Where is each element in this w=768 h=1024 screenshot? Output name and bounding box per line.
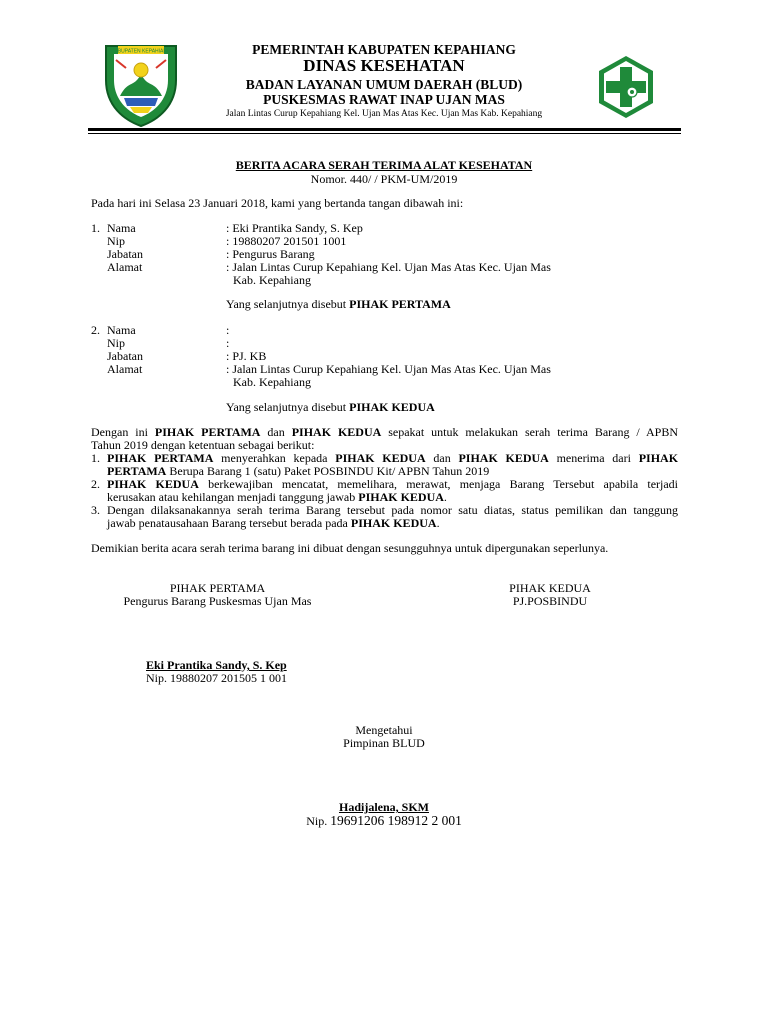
- agreement-text: Dengan ini: [91, 425, 148, 439]
- party2-label-jabatan: Jabatan: [107, 349, 143, 363]
- clause-bold: PIHAK PERTAMA: [107, 451, 214, 465]
- header-rule-thick: [88, 128, 681, 131]
- party1-value-nama: : Eki Prantika Sandy, S. Kep: [226, 221, 363, 235]
- clause2-number: 2.: [91, 477, 100, 491]
- sig-left-nip: Nip. 19880207 201505 1 001: [146, 671, 287, 685]
- party1-value-alamat-cont: Kab. Kepahiang: [233, 273, 311, 287]
- closing-statement: Demikian berita acara serah terima barang ini dibuat dengan sesungguhnya untuk dipergunakan seperlunya.: [91, 541, 609, 555]
- logo-ribbon-text: KABUPATEN KEPAHIANG: [111, 48, 171, 55]
- party2-referred-text: Yang selanjutnya disebut: [226, 400, 347, 414]
- clause-text: .: [436, 516, 440, 530]
- sig-left-title: PIHAK PERTAMA: [169, 581, 266, 595]
- document-number: Nomor. 440/ / PKM-UM/2019: [310, 172, 458, 186]
- agreement-text: sepakat untuk melakukan serah terima Barang / APBN: [388, 425, 679, 439]
- clause-text: Berupa Barang 1 (satu) Paket POSBINDU Kit/ APBN Tahun 2019: [169, 464, 490, 478]
- party1-label-alamat: Alamat: [107, 260, 143, 274]
- clause-text: kerusakan atau kehilangan menjadi tanggung jawab: [107, 490, 356, 504]
- agreement-bold: PIHAK PERTAMA: [154, 425, 261, 439]
- party1-referred-bold: PIHAK PERTAMA: [349, 297, 451, 311]
- clause-text: jawab penatausahaan Barang tersebut berada pada: [107, 516, 348, 530]
- sig-head-nip-number: 19691206 198912 2 001: [330, 813, 462, 828]
- header-puskesmas: PUSKESMAS RAWAT INAP UJAN MAS: [263, 92, 505, 107]
- party2-referred-bold: PIHAK KEDUA: [349, 400, 435, 414]
- sig-right-role: PJ.POSBINDU: [512, 594, 588, 608]
- sig-know: Mengetahui: [355, 723, 413, 737]
- clause-bold: PIHAK KEDUA: [335, 451, 426, 465]
- agreement-text: dan: [267, 425, 285, 439]
- clause-bold: PIHAK: [638, 451, 679, 465]
- agreement-line2: Tahun 2019 dengan ketentuan sebagai berikut:: [91, 438, 315, 452]
- party2-label-nip: Nip: [107, 336, 125, 350]
- clause-text: berkewajiban mencatat, memelihara, merawat, menjaga Barang Tersebut apabila terjadi: [208, 477, 679, 491]
- clause3-line1: Dengan dilaksanakannya serah terima Barang tersebut pada nomor satu diatas, status pemilikan dan tanggung: [107, 503, 678, 517]
- clause-bold: PIHAK KEDUA: [458, 451, 549, 465]
- sig-right-title: PIHAK KEDUA: [509, 581, 591, 595]
- party2-referred: [226, 401, 435, 414]
- sig-head-nip: [0, 814, 768, 828]
- header-blud: BADAN LAYANAN UMUM DAERAH (BLUD): [245, 77, 523, 92]
- clause-bold: PIHAK KEDUA: [350, 516, 437, 530]
- sig-left-name: Eki Prantika Sandy, S. Kep: [146, 658, 287, 672]
- header-agency: DINAS KESEHATAN: [303, 56, 465, 75]
- party2-label-alamat: Alamat: [107, 362, 143, 376]
- header-rule-thin: [88, 133, 681, 134]
- party1-label-nip: Nip: [107, 234, 125, 248]
- clause-bold: PIHAK KEDUA: [107, 477, 199, 491]
- clause-text: menyerahkan kepada: [221, 451, 328, 465]
- sig-head-name: Hadijalena, SKM: [338, 800, 429, 814]
- clause-text: .: [443, 490, 447, 504]
- sig-know-role: Pimpinan BLUD: [343, 736, 425, 750]
- party2-value-jabatan: : PJ. KB: [226, 349, 267, 363]
- party1-number: 1.: [91, 221, 100, 235]
- clause-bold: PERTAMA: [107, 464, 167, 478]
- agreement-bold: PIHAK KEDUA: [291, 425, 382, 439]
- party2-value-nip: :: [226, 336, 230, 350]
- party2-value-nama: :: [226, 323, 230, 337]
- header-government: PEMERINTAH KABUPATEN KEPAHIANG: [252, 42, 516, 57]
- clause-bold: PIHAK KEDUA: [358, 490, 444, 504]
- party1-value-nip: : 19880207 201501 1001: [226, 234, 347, 248]
- party1-value-alamat: : Jalan Lintas Curup Kepahiang Kel. Ujan Mas Atas Kec. Ujan Mas: [226, 260, 551, 274]
- party2-label-nama: Nama: [107, 323, 136, 337]
- sig-head-nip-prefix: Nip.: [306, 814, 328, 828]
- intro-text: Pada hari ini Selasa 23 Januari 2018, kami yang bertanda tangan dibawah ini:: [91, 196, 464, 210]
- party2-value-alamat: : Jalan Lintas Curup Kepahiang Kel. Ujan Mas Atas Kec. Ujan Mas: [226, 362, 551, 376]
- party2-value-alamat-cont: Kab. Kepahiang: [233, 375, 311, 389]
- clause3-line2: [107, 517, 440, 530]
- party2-number: 2.: [91, 323, 100, 337]
- party1-value-jabatan: : Pengurus Barang: [226, 247, 315, 261]
- clause-text: dan: [433, 451, 451, 465]
- header-address: Jalan Lintas Curup Kepahiang Kel. Ujan Mas Atas Kec. Ujan Mas Kab. Kepahiang: [225, 109, 543, 119]
- clause1-number: 1.: [91, 451, 100, 465]
- document-title: BERITA ACARA SERAH TERIMA ALAT KESEHATAN: [235, 158, 533, 172]
- party1-label-nama: Nama: [107, 221, 136, 235]
- sig-left-role: Pengurus Barang Puskesmas Ujan Mas: [123, 594, 312, 608]
- party1-referred: [226, 298, 451, 311]
- party1-referred-text: Yang selanjutnya disebut: [226, 297, 347, 311]
- clause-text: menerima dari: [556, 451, 631, 465]
- clause3-number: 3.: [91, 503, 100, 517]
- party1-label-jabatan: Jabatan: [107, 247, 143, 261]
